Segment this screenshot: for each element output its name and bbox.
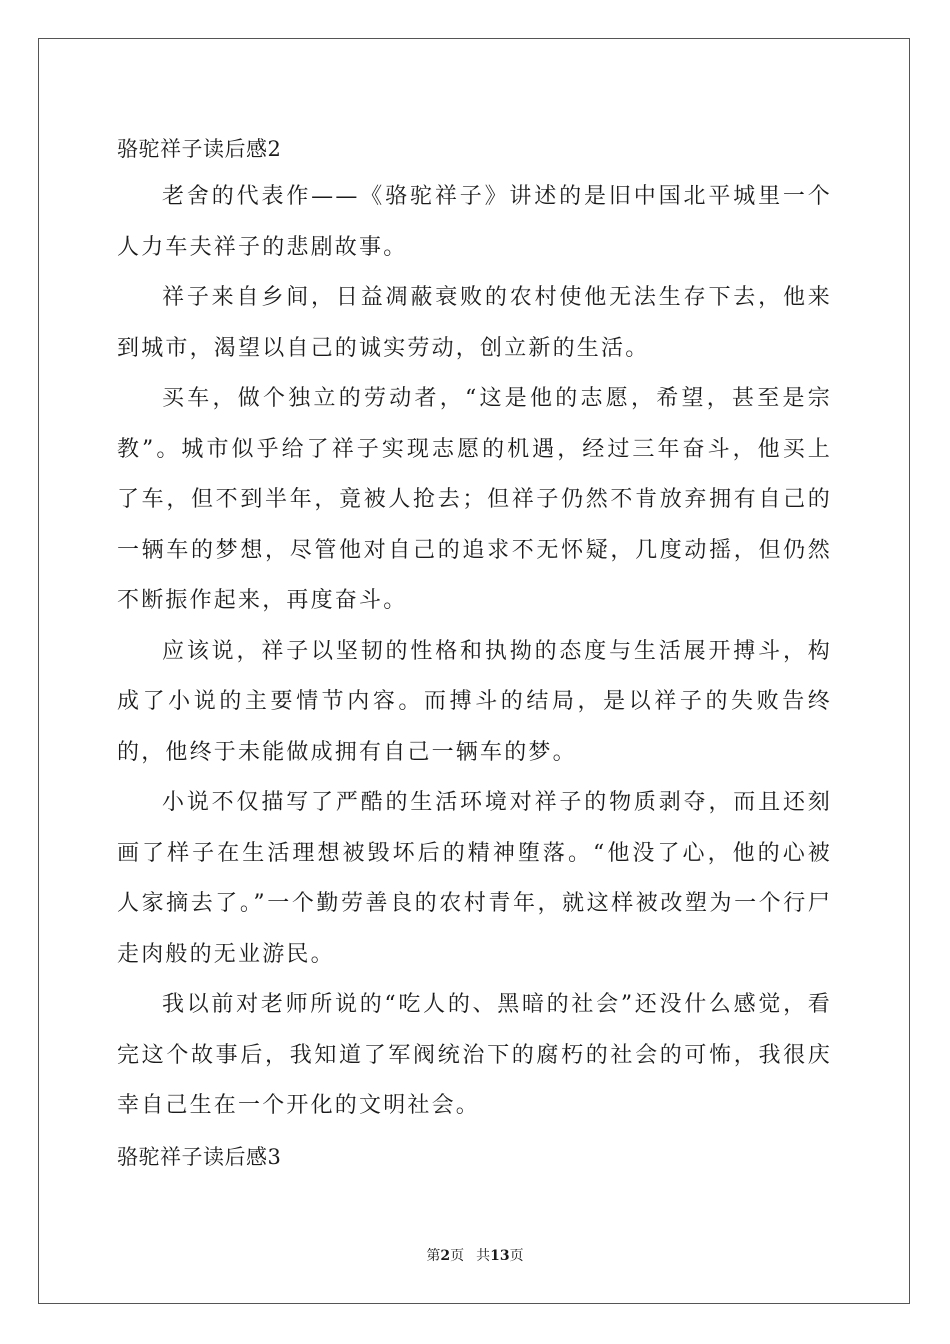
total-suffix: 页: [509, 1248, 524, 1264]
paragraph-2: 祥子来自乡间，日益凋蔽衰败的农村使他无法生存下去，他来到城市，渴望以自己的诚实劳动，创立新的生活。: [117, 285, 832, 361]
essay-title-2: 骆驼祥子读后感2: [117, 137, 282, 161]
paragraph-4: 应该说，祥子以坚韧的性格和执拗的态度与生活展开搏斗，构成了小说的主要情节内容。而搏斗的结局，是以祥子的失败告终的，他终于未能做成拥有自己一辆车的梦。: [117, 638, 832, 765]
paragraph-1: 老舍的代表作——《骆驼祥子》讲述的是旧中国北平城里一个人力车夫祥子的悲剧故事。: [117, 184, 832, 260]
paragraph-3: 买车，做个独立的劳动者，“这是他的志愿，希望，甚至是宗教”。城市似乎给了祥子实现志愿的机遇，经过三年奋斗，他买上了车，但不到半年，竟被人抢去；但祥子仍然不肯放弃拥有自己的一辆车的梦想，尽管他对自己的追求不无怀疑，几度动摇，但仍然不断振作起来，再度奋斗。: [117, 386, 832, 613]
total-prefix: 共: [476, 1248, 491, 1264]
paragraph-6: 我以前对老师所说的“吃人的、黑暗的社会”还没什么感觉，看完这个故事后，我知道了军阀统治下的腐朽的社会的可怖，我很庆幸自己生在一个开化的文明社会。: [117, 992, 832, 1118]
page-suffix: 页: [450, 1248, 465, 1264]
page-prefix: 第: [426, 1248, 441, 1264]
essay-title-3: 骆驼祥子读后感3: [117, 1144, 282, 1169]
paragraph-5: 小说不仅描写了严酷的生活环境对祥子的物质剥夺，而且还刻画了样子在生活理想被毁坏后的精神堕落。“他没了心，他的心被人家摘去了。”一个勤劳善良的农村青年，就这样被改塑为一个行尸走肉般的无业游民。: [117, 790, 832, 967]
total-pages: 13: [490, 1248, 510, 1264]
page-footer: [0, 1246, 950, 1266]
document-body: [117, 126, 832, 1180]
page-number: 2: [440, 1248, 451, 1264]
